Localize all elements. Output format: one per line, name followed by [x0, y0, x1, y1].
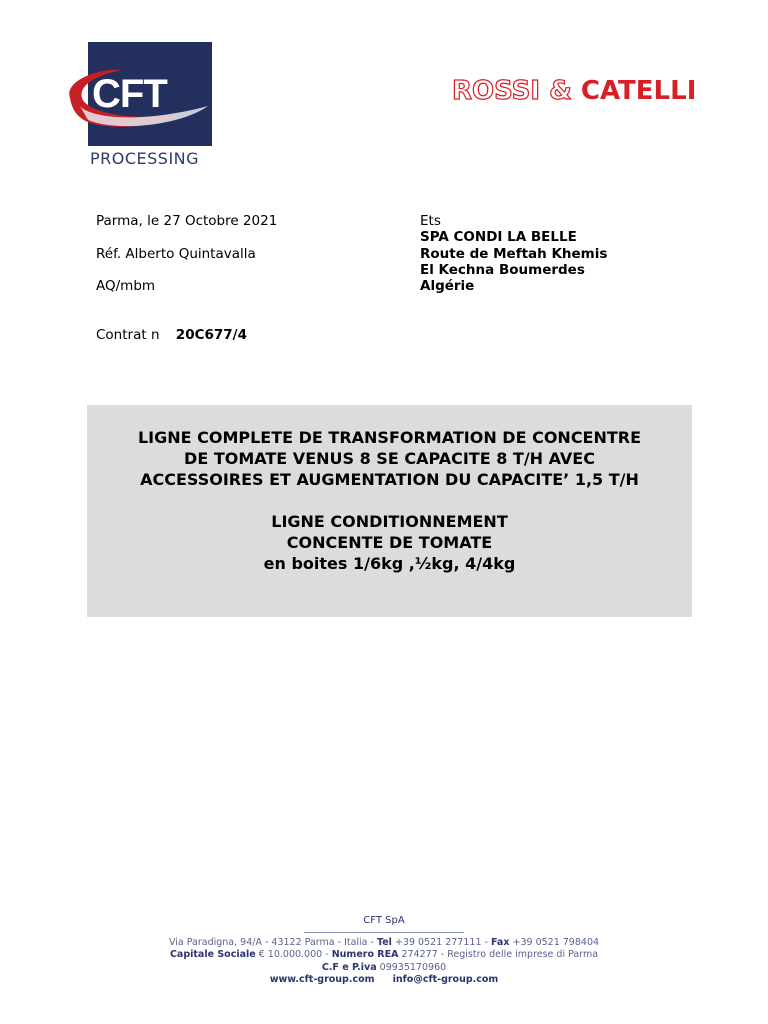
contract-number: 20C677/4 [175, 327, 247, 343]
footer-address: Via Paradigna, 94/A - 43122 Parma - Italia - [168, 936, 374, 948]
recipient-line1: Route de Meftah Khemis [420, 245, 608, 262]
letter-initials: AQ/mbm [96, 278, 156, 294]
recipient-line2: El Kechna Boumerdes [420, 261, 585, 278]
title-line-1: LIGNE COMPLETE DE TRANSFORMATION DE CONCENTRE [137, 428, 642, 447]
footer-line-3 [0, 962, 768, 975]
title-line-5: CONCENTE DE TOMATE [286, 533, 493, 552]
footer-vat: 09935170960 [379, 961, 447, 973]
contract-line [96, 327, 247, 343]
footer-capital-label: Capitale Sociale [169, 949, 256, 960]
footer-fax: +39 0521 798404 [512, 936, 600, 948]
cft-logo [60, 40, 220, 172]
rossi-logo-part2: CATELLI [580, 76, 697, 106]
letter-date: Parma, le 27 Octobre 2021 [96, 213, 278, 229]
footer-vat-label: C.F e P.iva [321, 961, 377, 973]
recipient-name: SPA CONDI LA BELLE [420, 229, 577, 246]
title-line-6: en boites 1/6kg ,½kg, 4/4kg [263, 554, 516, 573]
letter-meta [96, 213, 277, 311]
recipient-address [420, 213, 607, 294]
footer-registry: Registro delle imprese di Parma [447, 949, 599, 960]
footer-tel: +39 0521 277111 [394, 936, 482, 948]
contract-label: Contrat n [96, 327, 160, 343]
title-line-3: ACCESSOIRES ET AUGMENTATION DU CAPACITE’ 1,5 T/H [140, 470, 639, 489]
title-line-4: LIGNE CONDITIONNEMENT [271, 512, 508, 531]
footer-capital: € 10.000.000 [258, 949, 323, 960]
title-box [87, 405, 692, 617]
footer-line-2: Capitale Sociale € 10.000.000 - Numero REA 274277 - Registro delle imprese di Parma [169, 949, 599, 960]
recipient-country: Algérie [420, 278, 475, 295]
footer-rea: 274277 [401, 949, 438, 960]
title-line-2: DE TOMATE VENUS 8 SE CAPACITE 8 T/H AVEC [184, 449, 595, 468]
rossi-logo-part1: ROSSI & [452, 76, 572, 106]
footer-fax-label: Fax [490, 936, 510, 948]
footer-tel-label: Tel [377, 936, 392, 948]
footer-email-link[interactable]: info@cft-group.com [392, 974, 499, 985]
letterhead-footer [0, 915, 768, 987]
rossi-catelli-logo [452, 78, 696, 104]
footer-website-link[interactable]: www.cft-group.com [269, 974, 375, 985]
footer-divider [304, 932, 464, 933]
footer-line-1: Via Paradigna, 94/A - 43122 Parma - Italia - Tel +39 0521 277111 - Fax +39 0521 798404 [168, 936, 600, 948]
cft-logo-subtitle: PROCESSING [90, 149, 200, 168]
footer-rea-label: Numero REA [331, 949, 399, 960]
recipient-prefix: Ets [420, 213, 441, 229]
letter-reference: Réf. Alberto Quintavalla [96, 245, 256, 262]
footer-company: CFT SpA [363, 915, 405, 926]
footer-line-4 [0, 974, 768, 987]
cft-logo-text: CFT [92, 72, 167, 116]
